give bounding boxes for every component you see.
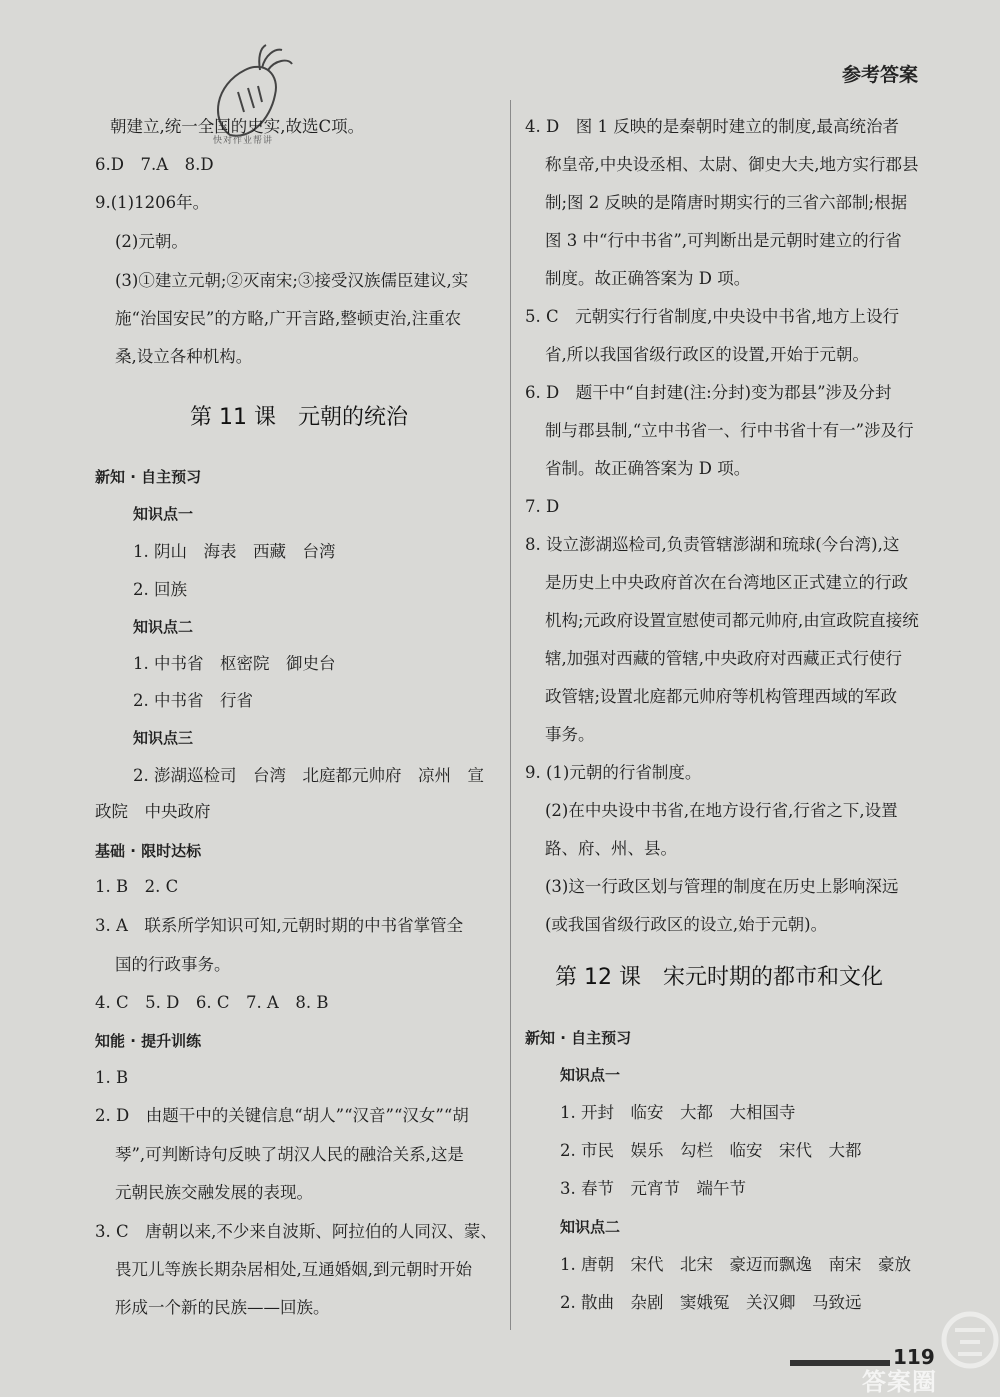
text-line: 政管辖;设置北庭都元帅府等机构管理西域的军政 xyxy=(545,687,898,706)
text-line: (2)元朝。 xyxy=(115,232,188,251)
knowledge-point-title: 知识点二 xyxy=(133,618,194,636)
text-line: 是历史上中央政府首次在台湾地区正式建立的行政 xyxy=(545,573,908,592)
text-line: 制度。故正确答案为 D 项。 xyxy=(545,269,751,288)
text-line: 2. 中书省 行省 xyxy=(133,691,253,710)
text-line: 图 3 中“行中书省”,可判断出是元朝时建立的行省 xyxy=(545,231,902,250)
text-line: 辖,加强对西藏的管辖,中央政府对西藏正式行使行 xyxy=(545,649,902,668)
text-line: 4. C 5. D 6. C 7. A 8. B xyxy=(95,993,329,1012)
section-heading-basic: 基础 · 限时达标 xyxy=(95,842,202,860)
text-line: 9. (1)元朝的行省制度。 xyxy=(525,763,702,782)
text-line: 1. B xyxy=(95,1068,129,1087)
text-line: 3. A 联系所学知识可知,元朝时期的中书省掌管全 xyxy=(95,916,464,935)
text-line: 事务。 xyxy=(545,725,595,744)
text-line: (3)①建立元朝;②灭南宋;③接受汉族儒臣建议,实 xyxy=(115,271,469,290)
text-line: (3)这一行政区划与管理的制度在历史上影响深远 xyxy=(545,877,899,896)
text-line: 2. 市民 娱乐 勾栏 临安 宋代 大都 xyxy=(560,1141,862,1160)
text-line: 2. 散曲 杂剧 窦娥冤 关汉卿 马致远 xyxy=(560,1293,862,1312)
text-line: (或我国省级行政区的设立,始于元朝)。 xyxy=(545,915,828,934)
text-line: 形成一个新的民族——回族。 xyxy=(115,1298,330,1317)
text-line: 1. 阴山 海表 西藏 台湾 xyxy=(133,542,336,561)
text-line: 元朝民族交融发展的表现。 xyxy=(115,1183,313,1202)
text-line: 桑,设立各种机构。 xyxy=(115,347,253,366)
knowledge-point-title: 知识点一 xyxy=(560,1066,621,1084)
knowledge-point-title: 知识点一 xyxy=(133,505,194,523)
text-line: 省,所以我国省级行政区的设置,开始于元朝。 xyxy=(545,345,869,364)
text-line: 2. 回族 xyxy=(133,580,187,599)
text-line: 路、府、州、县。 xyxy=(545,839,677,858)
text-line: 1. 中书省 枢密院 御史台 xyxy=(133,654,336,673)
text-line: 制;图 2 反映的是隋唐时期实行的三省六部制;根据 xyxy=(545,193,908,212)
page-number: 119 xyxy=(893,1345,935,1369)
text-line: 称皇帝,中央设丞相、太尉、御史大夫,地方实行郡县 xyxy=(545,155,919,174)
text-line: 2. D 由题干中的关键信息“胡人”“汉音”“汉女”“胡 xyxy=(95,1106,469,1125)
text-line: 国的行政事务。 xyxy=(115,955,231,974)
text-line: 施“治国安民”的方略,广开言路,整顿吏治,注重农 xyxy=(115,309,462,328)
text-line: (2)在中央设中书省,在地方设行省,行省之下,设置 xyxy=(545,801,898,820)
text-line: 琴”,可判断诗句反映了胡汉人民的融洽关系,这是 xyxy=(115,1145,464,1164)
text-line: 朝建立,统一全国的史实,故选C项。 xyxy=(110,117,365,136)
header-title: 参考答案 xyxy=(841,64,918,86)
text-line: 7. D xyxy=(525,497,560,516)
lesson-12-title: 第 12 课 宋元时期的都市和文化 xyxy=(555,965,883,990)
watermark-text: 答案圈 xyxy=(862,1368,937,1396)
text-line: 机构;元政府设置宣慰使司都元帅府,由宣政院直接统 xyxy=(545,611,919,630)
text-line: 畏兀儿等族长期杂居相处,互通婚姻,到元朝时开始 xyxy=(115,1260,472,1279)
text-line: 9.(1)1206年。 xyxy=(95,193,210,212)
section-heading-ability: 知能 · 提升训练 xyxy=(95,1032,202,1050)
text-line: 1. 开封 临安 大都 大相国寺 xyxy=(560,1103,796,1122)
text-line: 2. 澎湖巡检司 台湾 北庭都元帅府 凉州 宣 xyxy=(133,766,484,785)
knowledge-point-title: 知识点二 xyxy=(560,1218,621,1236)
text-line: 6. D 题干中“自封建(注:分封)变为郡县”涉及分封 xyxy=(525,383,892,402)
text-line: 4. D 图 1 反映的是秦朝时建立的制度,最高统治者 xyxy=(525,117,899,136)
column-divider xyxy=(510,100,511,1330)
section-heading-preview: 新知 · 自主预习 xyxy=(95,468,202,486)
text-line: 5. C 元朝实行行省制度,中央设中书省,地方上设行 xyxy=(525,307,900,326)
text-line: 政院 中央政府 xyxy=(95,802,211,821)
mascot-caption: 快对作业帮讲 xyxy=(213,136,274,146)
text-line: 3. C 唐朝以来,不少来自波斯、阿拉伯的人同汉、蒙、 xyxy=(95,1222,497,1241)
text-line: 8. 设立澎湖巡检司,负责管辖澎湖和琉球(今台湾),这 xyxy=(525,535,900,554)
text-line: 6.D 7.A 8.D xyxy=(95,155,214,174)
lesson-11-title: 第 11 课 元朝的统治 xyxy=(190,405,408,430)
text-line: 省制。故正确答案为 D 项。 xyxy=(545,459,751,478)
text-line: 3. 春节 元宵节 端午节 xyxy=(560,1179,746,1198)
text-line: 1. B 2. C xyxy=(95,877,179,896)
text-line: 1. 唐朝 宋代 北宋 豪迈而飘逸 南宋 豪放 xyxy=(560,1255,911,1274)
text-line: 制与郡县制,“立中书省一、行中书省十有一”涉及行 xyxy=(545,421,914,440)
section-heading-preview: 新知 · 自主预习 xyxy=(525,1029,632,1047)
knowledge-point-title: 知识点三 xyxy=(133,729,194,747)
